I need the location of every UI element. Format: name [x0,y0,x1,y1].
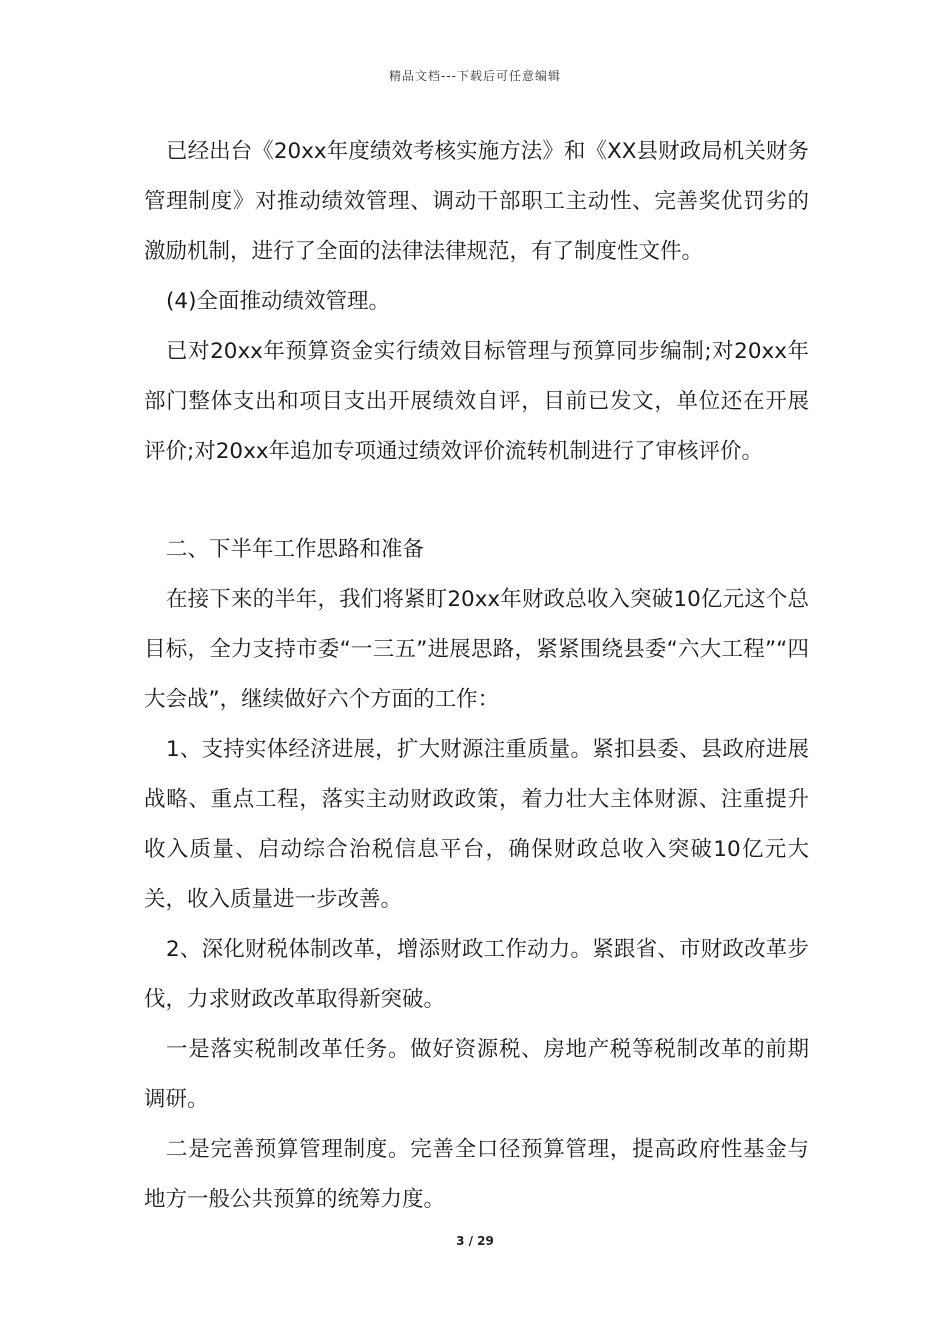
paragraph-heading-4: (4)全面推动绩效管理。 [166,289,390,314]
paragraph-tax-reform: 一是落实税制改革任务。做好资源税、房地产税等税制改革的前期调研。 [144,1037,809,1112]
paragraph-goal: 在接下来的半年，我们将紧盯20xx年财政总收入突破10亿元这个总目标，全力支持市委“一三五”进展思路，紧紧围绕县委“六大工程”“四大会战”，继续做好六个方面的工作： [144,587,809,712]
paragraph-budget-evaluation: 已对20xx年预算资金实行绩效目标管理与预算同步编制;对20xx年部门整体支出和项目支出开展绩效自评，目前已发文，单位还在开展评价;对20xx年追加专项通过绩效评价流转机制进行了审核评价。 [144,339,809,464]
page-number: 3 / 29 [456,1234,494,1248]
paragraph-item-1: 1、支持实体经济进展，扩大财源注重质量。紧扣县委、县政府进展战略、重点工程，落实主动财政政策，着力壮大主体财源、注重提升收入质量、启动综合治税信息平台，确保财政总收入突破10亿元大关，收入质量进一步改善。 [144,737,809,912]
paragraph-item-2: 2、深化财税体制改革，增添财政工作动力。紧跟省、市财政改革步伐，力求财政改革取得新突破。 [144,937,809,1012]
page-header: 精品文档---下载后可任意编辑 [389,69,561,83]
section-heading-second-half: 二、下半年工作思路和准备 [166,537,425,562]
paragraph-performance-rules: 已经出台《20xx年度绩效考核实施方法》和《XX县财政局机关财务管理制度》对推动绩效管理、调动干部职工主动性、完善奖优罚劣的激励机制，进行了全面的法律法律规范，有了制度性文件。 [144,139,809,264]
document-body [144,127,809,1225]
paragraph-budget-system: 二是完善预算管理制度。完善全口径预算管理，提高政府性基金与地方一般公共预算的统筹力度。 [144,1137,809,1212]
